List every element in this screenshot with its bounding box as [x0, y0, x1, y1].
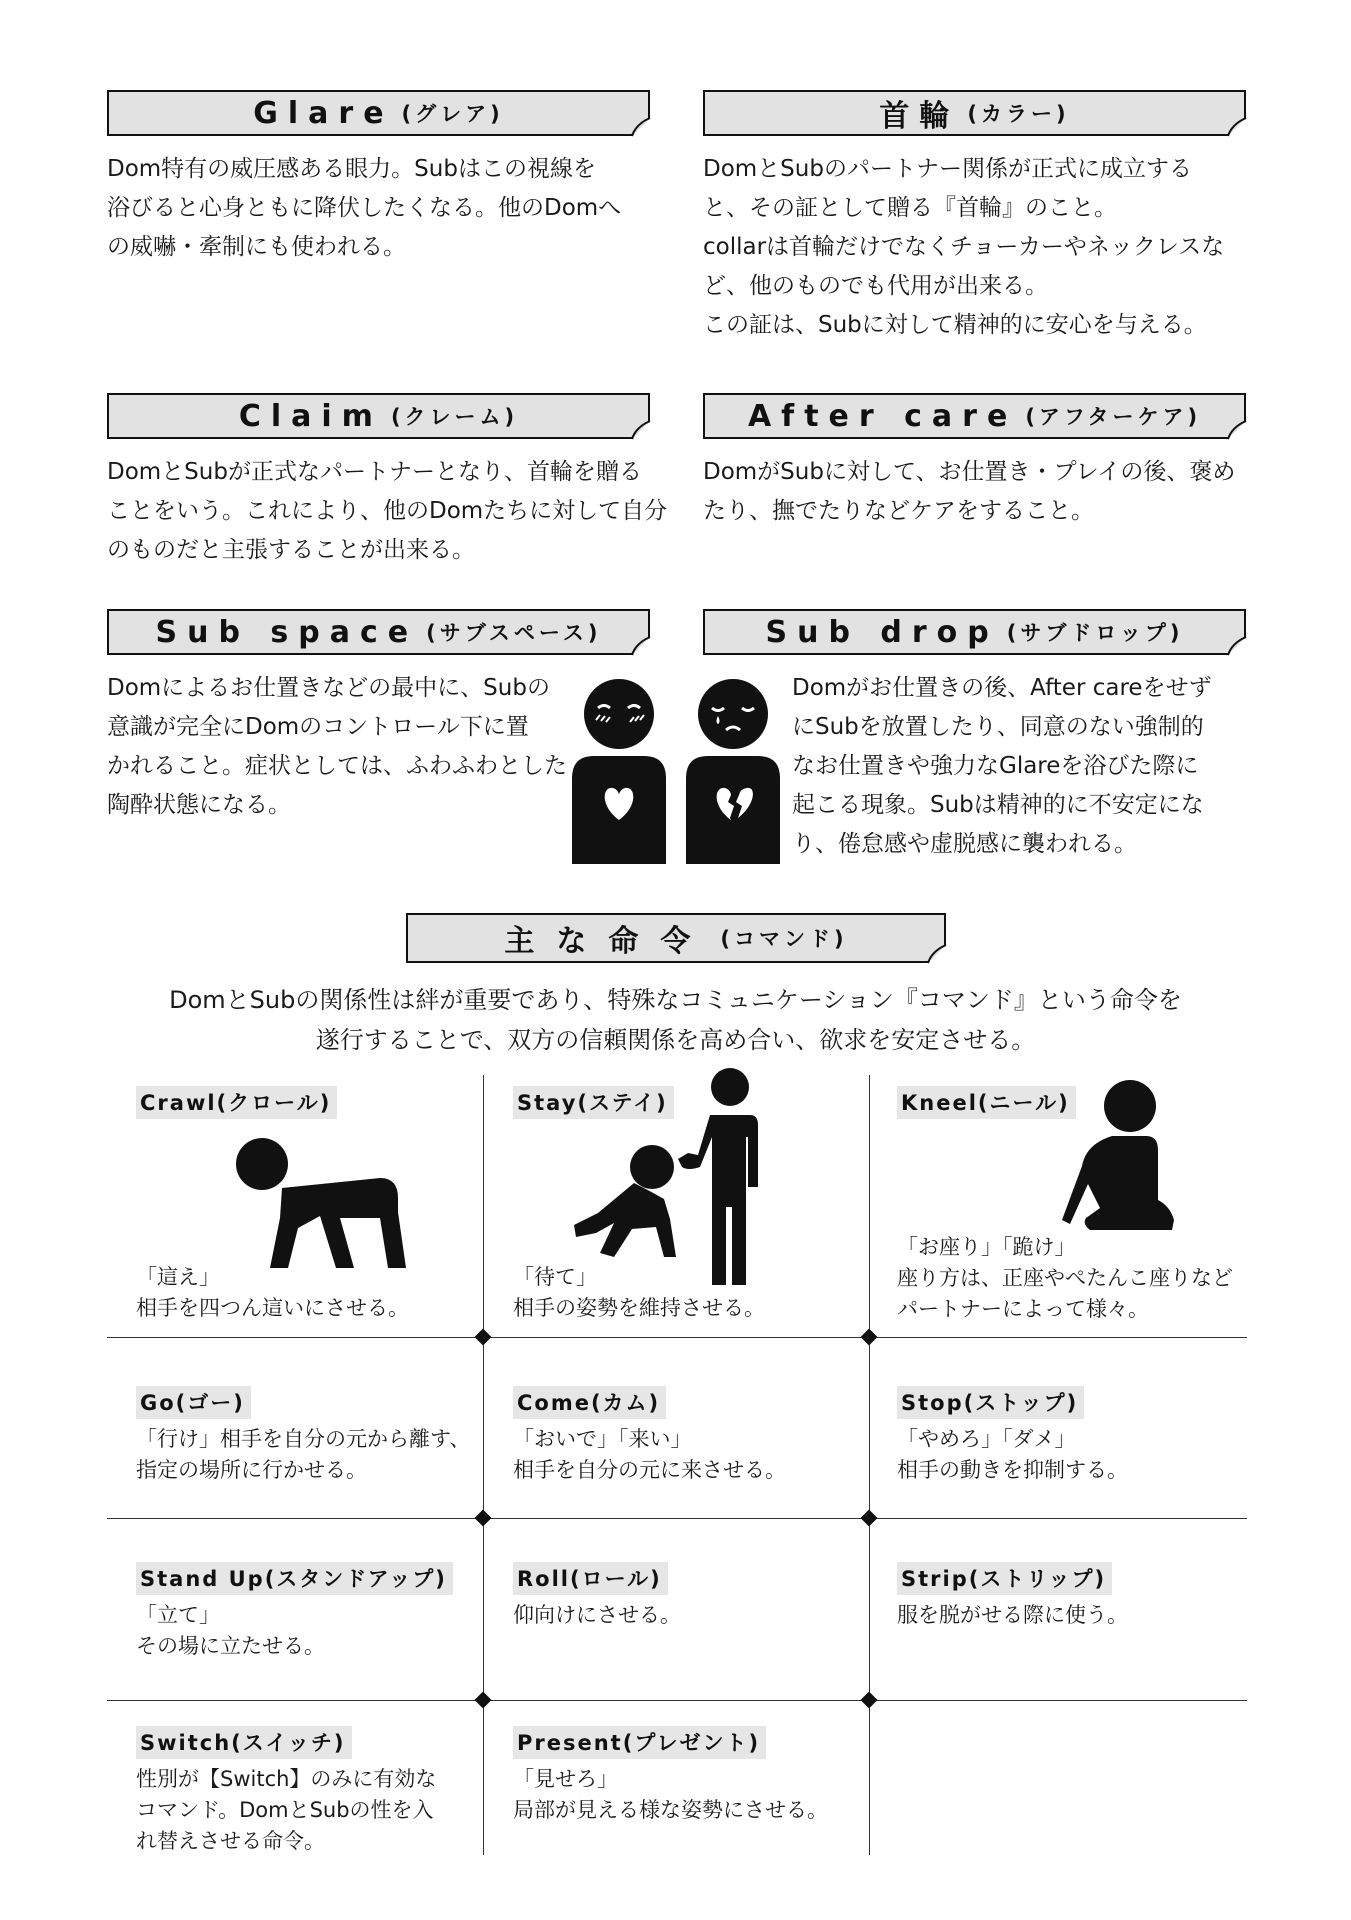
grid-hline-2: [107, 1518, 1247, 1519]
claim-description: [107, 453, 667, 570]
text-line: かれること。症状としては、ふわふわとした: [107, 753, 567, 779]
grid-hline-1: [107, 1337, 1247, 1338]
present-title: Present(プレゼント): [513, 1726, 766, 1759]
text-line: collarは首輪だけでなくチョーカーやネックレスな: [703, 234, 1225, 260]
text-line: の威嚇・牽制にも使われる。: [107, 234, 406, 260]
text-line: と、その証として贈る『首輪』のこと。: [703, 195, 1117, 221]
collar-title: 首輪: [879, 99, 960, 134]
aftercare-header: [703, 393, 1246, 439]
commands-intro: [0, 980, 1351, 1060]
kneel-description: [897, 1232, 1233, 1325]
text-line: 「立て」: [136, 1603, 220, 1627]
text-line: 指定の場所に行かせる。: [136, 1458, 367, 1482]
aftercare-description: [703, 453, 1235, 531]
glare-header: [107, 90, 650, 136]
go-title: Go(ゴー): [136, 1386, 251, 1419]
text-line: にSubを放置したり、同意のない強制的: [792, 714, 1204, 740]
text-line: 性別が【Switch】のみに有効な: [136, 1767, 437, 1791]
collar-header: [703, 90, 1246, 136]
page-curl-icon: [928, 945, 946, 963]
text-line: 相手を四つん這いにさせる。: [136, 1296, 409, 1320]
crawl-description: [136, 1262, 409, 1324]
commands-title: 主な命令: [504, 924, 713, 959]
text-line: ど、他のものでも代用が出来る。: [703, 273, 1048, 299]
text-line: 座り方は、正座やぺたんこ座りなど: [897, 1266, 1233, 1290]
stay-title: Stay(ステイ): [513, 1086, 674, 1119]
grid-diamond: [475, 1329, 492, 1346]
text-line: 起こる現象。Subは精神的に不安定にな: [792, 792, 1204, 818]
grid-diamond: [475, 1510, 492, 1527]
text-line: 浴びると心身ともに降伏したくなる。他のDomへ: [107, 195, 622, 221]
subdrop-header: [703, 609, 1246, 655]
grid-diamond: [861, 1329, 878, 1346]
text-line: 仰向けにさせる。: [513, 1603, 681, 1627]
come-title: Come(カム): [513, 1386, 666, 1419]
text-line: Domがお仕置きの後、After careをせず: [792, 675, 1212, 701]
aftercare-title: After care: [747, 398, 1018, 434]
grid-vline-1: [483, 1075, 484, 1855]
glare-description: [107, 150, 621, 267]
standup-title: Stand Up(スタンドアップ): [136, 1562, 453, 1595]
page-curl-icon: [632, 421, 650, 439]
crawl-figure-icon: [230, 1132, 420, 1272]
page-curl-icon: [1228, 637, 1246, 655]
switch-description: [136, 1764, 436, 1857]
glare-title: Glare: [253, 95, 394, 131]
stay-description: [513, 1262, 765, 1324]
collar-title-jp: (カラー): [967, 102, 1070, 126]
grid-diamond: [475, 1692, 492, 1709]
switch-title: Switch(スイッチ): [136, 1726, 352, 1759]
page-curl-icon: [1228, 118, 1246, 136]
standup-description: [136, 1600, 325, 1662]
grid-vline-2: [869, 1075, 870, 1855]
subspace-header: [107, 609, 650, 655]
subspace-description: [107, 669, 567, 825]
text-line: たり、撫でたりなどケアをすること。: [703, 498, 1094, 524]
text-line: のものだと主張することが出来る。: [107, 537, 475, 563]
page-curl-icon: [632, 118, 650, 136]
kneel-title: Kneel(ニール): [897, 1086, 1076, 1119]
text-line: 「やめろ」「ダメ」: [897, 1427, 1076, 1451]
text-line: DomとSubの関係性は絆が重要であり、特殊なコミュニケーション『コマンド』という命令を: [169, 986, 1182, 1014]
claim-header: [107, 393, 650, 439]
page-curl-icon: [1228, 421, 1246, 439]
text-line: 「おいで」「来い」: [513, 1427, 692, 1451]
kneel-figure-icon: [1060, 1074, 1180, 1234]
text-line: 相手の姿勢を維持させる。: [513, 1296, 765, 1320]
text-line: 「待て」: [513, 1265, 597, 1289]
text-line: パートナーによって様々。: [897, 1297, 1149, 1321]
collar-description: [703, 150, 1224, 345]
text-line: Domによるお仕置きなどの最中に、Subの: [107, 675, 550, 701]
text-line: 「這え」: [136, 1265, 220, 1289]
crawl-title: Crawl(クロール): [136, 1086, 337, 1119]
text-line: DomがSubに対して、お仕置き・プレイの後、褒め: [703, 459, 1236, 485]
text-line: り、倦怠感や虚脱感に襲われる。: [792, 831, 1137, 857]
grid-hline-3: [107, 1700, 1247, 1701]
claim-title: Claim: [238, 398, 383, 434]
strip-description: [897, 1600, 1128, 1631]
text-line: 「お座り」「跪け」: [897, 1235, 1076, 1259]
text-line: なお仕置きや強力なGlareを浴びた際に: [792, 753, 1199, 779]
go-description: [136, 1424, 470, 1486]
text-line: 意識が完全にDomのコントロール下に置: [107, 714, 529, 740]
come-description: [513, 1424, 786, 1486]
text-line: 相手の動きを抑制する。: [897, 1458, 1128, 1482]
text-line: 局部が見える様な姿勢にさせる。: [513, 1798, 828, 1822]
subdrop-title-jp: (サブドロップ): [1006, 621, 1184, 645]
text-line: 陶酔状態になる。: [107, 792, 291, 818]
subspace-title-jp: (サブスペース): [426, 621, 602, 645]
text-line: コマンド。DomとSubの性を入: [136, 1798, 434, 1822]
subdrop-description: [792, 669, 1212, 864]
text-line: ことをいう。これにより、他のDomたちに対して自分: [107, 498, 668, 524]
commands-title-jp: (コマンド): [720, 927, 848, 951]
text-line: この証は、Subに対して精神的に安心を与える。: [703, 312, 1207, 338]
glare-title-jp: (グレア): [401, 102, 504, 126]
text-line: 服を脱がせる際に使う。: [897, 1603, 1128, 1627]
text-line: 「行け」相手を自分の元から離す、: [136, 1427, 471, 1451]
roll-description: [513, 1600, 681, 1631]
grid-diamond: [861, 1510, 878, 1527]
stay-figures-icon: [570, 1067, 790, 1287]
strip-title: Strip(ストリップ): [897, 1562, 1112, 1595]
aftercare-title-jp: (アフターケア): [1025, 405, 1202, 429]
sub-space-face-icon: [572, 678, 666, 864]
stop-description: [897, 1424, 1128, 1486]
grid-diamond: [861, 1692, 878, 1709]
text-line: 遂行することで、双方の信頼関係を高め合い、欲求を安定させる。: [315, 1026, 1036, 1054]
present-description: [513, 1764, 828, 1826]
claim-title-jp: (クレーム): [390, 405, 519, 429]
text-line: その場に立たせる。: [136, 1634, 325, 1658]
text-line: 「見せろ」: [513, 1767, 618, 1791]
sub-drop-face-icon: [686, 678, 780, 864]
text-line: DomとSubのパートナー関係が正式に成立する: [703, 156, 1192, 182]
text-line: Dom特有の威圧感ある眼力。Subはこの視線を: [107, 156, 596, 182]
commands-header: [406, 913, 946, 963]
text-line: 相手を自分の元に来させる。: [513, 1458, 786, 1482]
subdrop-title: Sub drop: [765, 614, 999, 650]
text-line: DomとSubが正式なパートナーとなり、首輪を贈る: [107, 459, 642, 485]
subspace-title: Sub space: [155, 614, 419, 650]
text-line: れ替えさせる命令。: [136, 1829, 325, 1853]
stop-title: Stop(ストップ): [897, 1386, 1084, 1419]
roll-title: Roll(ロール): [513, 1562, 668, 1595]
page-curl-icon: [632, 637, 650, 655]
